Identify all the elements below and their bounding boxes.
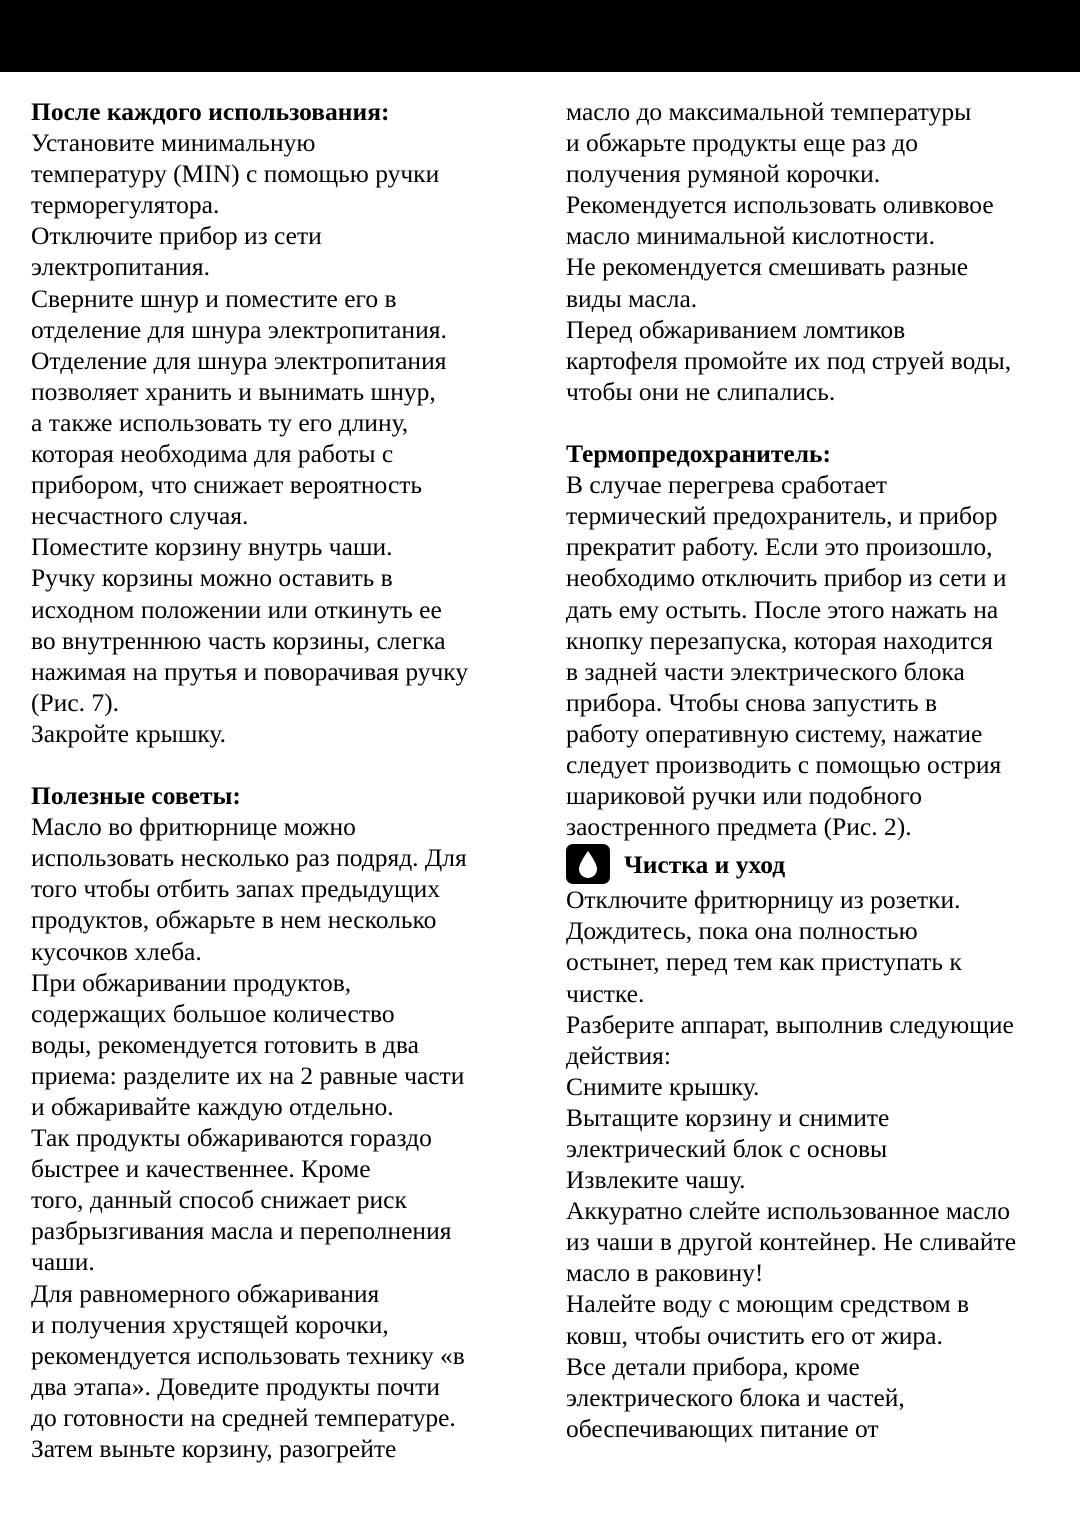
text-line: масло минимальной кислотности. <box>566 221 935 251</box>
text-line: виды масла. <box>566 283 698 313</box>
text-line: быстрее и качественнее. Кроме <box>31 1154 371 1184</box>
water-drop-icon <box>566 844 610 884</box>
text-line: Не рекомендуется смешивать разные <box>566 252 969 282</box>
cleaning-heading: Чистка и уход <box>624 849 786 879</box>
text-line: рекомендуется использовать технику «в <box>31 1340 465 1370</box>
text-line: термический предохранитель, и прибор <box>566 501 998 531</box>
text-line: чтобы они не слипались. <box>566 376 836 406</box>
text-line: нажимая на прутья и поворачивая ручку <box>31 656 469 686</box>
text-line: Вытащите корзину и снимите <box>566 1102 890 1132</box>
text-line: и обжаривайте каждую отдельно. <box>31 1092 394 1121</box>
text-line: прибора. Чтобы снова запустить в <box>566 687 938 717</box>
cleaning-text <box>566 884 1066 1444</box>
text-line: прибором, что снижает вероятность <box>31 470 423 500</box>
text-line: отделение для шнура электропитания. <box>31 314 447 344</box>
spacer <box>31 749 531 780</box>
text-line: и обжарьте продукты еще раз до <box>566 128 919 158</box>
text-line: Масло во фритюрнице можно <box>31 812 356 842</box>
thermal-fuse-text <box>566 469 1066 842</box>
text-line: продуктов, обжарьте в нем несколько <box>31 905 437 935</box>
tips-text <box>31 811 531 1464</box>
text-line: того чтобы отбить запах предыдущих <box>31 874 441 904</box>
text-line: кнопку перезапуска, которая находится <box>566 625 993 655</box>
text-line: Дождитесь, пока она полностью <box>566 916 918 946</box>
text-line: Отделение для шнура электропитания <box>31 345 447 375</box>
text-line: Сверните шнур и поместите его в <box>31 283 397 313</box>
text-line: температуру (MIN) с помощью ручки <box>31 159 440 189</box>
text-line: кусочков хлеба. <box>31 936 202 966</box>
text-line: масло до максимальной температуры <box>566 97 972 126</box>
tips-heading: Полезные советы: <box>31 781 241 811</box>
text-line: остынет, перед тем как приступать к <box>566 947 962 977</box>
text-line: необходимо отключить прибор из сети и <box>566 563 1007 593</box>
top-black-bar <box>0 0 1080 72</box>
text-line: В случае перегрева сработает <box>566 470 887 500</box>
text-line: чаши. <box>31 1247 95 1277</box>
text-line: электрический блок с основы <box>566 1134 888 1163</box>
text-line: Отключите фритюрницу из розетки. <box>566 885 961 915</box>
text-line: во внутреннюю часть корзины, слегка <box>31 625 446 655</box>
text-line: Для равномерного обжаривания <box>31 1278 380 1308</box>
text-line: Разберите аппарат, выполнив следующие <box>566 1009 1014 1039</box>
text-line: до готовности на средней температуре. <box>31 1402 456 1432</box>
text-line: Поместите корзину внутрь чаши. <box>31 532 393 562</box>
text-line: из чаши в другой контейнер. Не сливайте <box>566 1227 1017 1257</box>
text-line: которая необходима для работы с <box>31 439 394 469</box>
text-line: дать ему остыть. После этого нажать на <box>566 594 999 624</box>
text-line: Закройте крышку. <box>31 718 226 748</box>
text-line: обеспечивающих питание от <box>566 1413 879 1443</box>
text-line: Снимите крышку. <box>566 1071 760 1101</box>
text-line: Рекомендуется использовать оливковое <box>566 190 994 220</box>
text-line: масло в раковину! <box>566 1258 764 1288</box>
text-line: Налейте воду с моющим средством в <box>566 1289 970 1319</box>
text-line: Аккуратно слейте использованное масло <box>566 1196 1010 1226</box>
text-line: Затем выньте корзину, разогрейте <box>31 1434 397 1464</box>
text-line: исходном положении или откинуть ее <box>31 594 442 624</box>
text-line: Ручку корзины можно оставить в <box>31 563 393 593</box>
text-line: чистке. <box>566 978 645 1008</box>
spacer <box>566 407 1066 438</box>
text-line: электропитания. <box>31 252 210 282</box>
text-line: приема: разделите их на 2 равные части <box>31 1060 465 1090</box>
text-line: два этапа». Доведите продукты почти <box>31 1371 440 1401</box>
text-line: позволяет хранить и вынимать шнур, <box>31 376 436 406</box>
right-column <box>566 96 1066 1444</box>
text-line: и получения хрустящей корочки, <box>31 1309 389 1339</box>
text-line: разбрызгивания масла и переполнения <box>31 1216 452 1246</box>
text-line: ковш, чтобы очистить его от жира. <box>566 1320 943 1350</box>
text-line: Извлеките чашу. <box>566 1165 746 1195</box>
left-column <box>31 96 531 1464</box>
text-line: использовать несколько раз подряд. Для <box>31 843 467 873</box>
text-line: действия: <box>566 1040 671 1070</box>
text-line: (Рис. 7). <box>31 687 120 717</box>
text-line: Установите минимальную <box>31 128 316 158</box>
text-line: Отключите прибор из сети <box>31 221 322 251</box>
thermal-fuse-heading: Термопредохранитель: <box>566 439 831 469</box>
text-line: а также использовать ту его длину, <box>31 407 409 437</box>
text-line: получения румяной корочки. <box>566 159 881 189</box>
after-use-text <box>31 127 531 749</box>
text-line: картофеля промойте их под струей воды, <box>566 345 1012 375</box>
text-line: в задней части электрического блока <box>566 656 965 686</box>
text-line: содержащих большое количество <box>31 998 395 1028</box>
text-line: При обжаривании продуктов, <box>31 967 352 997</box>
text-line: несчастного случая. <box>31 501 249 531</box>
text-line: Все детали прибора, кроме <box>566 1351 860 1381</box>
text-line: заостренного предмета (Рис. 2). <box>566 812 912 842</box>
after-use-heading: После каждого использования: <box>31 97 390 126</box>
text-line: следует производить с помощью острия <box>566 749 1002 779</box>
text-line: работу оперативную систему, нажатие <box>566 718 983 748</box>
text-line: электрического блока и частей, <box>566 1382 905 1412</box>
text-line: Перед обжариванием ломтиков <box>566 314 906 344</box>
cleaning-heading-row <box>566 844 1066 884</box>
text-line: того, данный способ снижает риск <box>31 1185 407 1215</box>
tips-continued-text <box>566 96 1066 407</box>
text-line: Так продукты обжариваются гораздо <box>31 1123 432 1153</box>
text-line: прекратит работу. Если это произошло, <box>566 532 993 562</box>
text-line: шариковой ручки или подобного <box>566 781 922 811</box>
text-line: терморегулятора. <box>31 190 220 220</box>
text-line: воды, рекомендуется готовить в два <box>31 1029 419 1059</box>
